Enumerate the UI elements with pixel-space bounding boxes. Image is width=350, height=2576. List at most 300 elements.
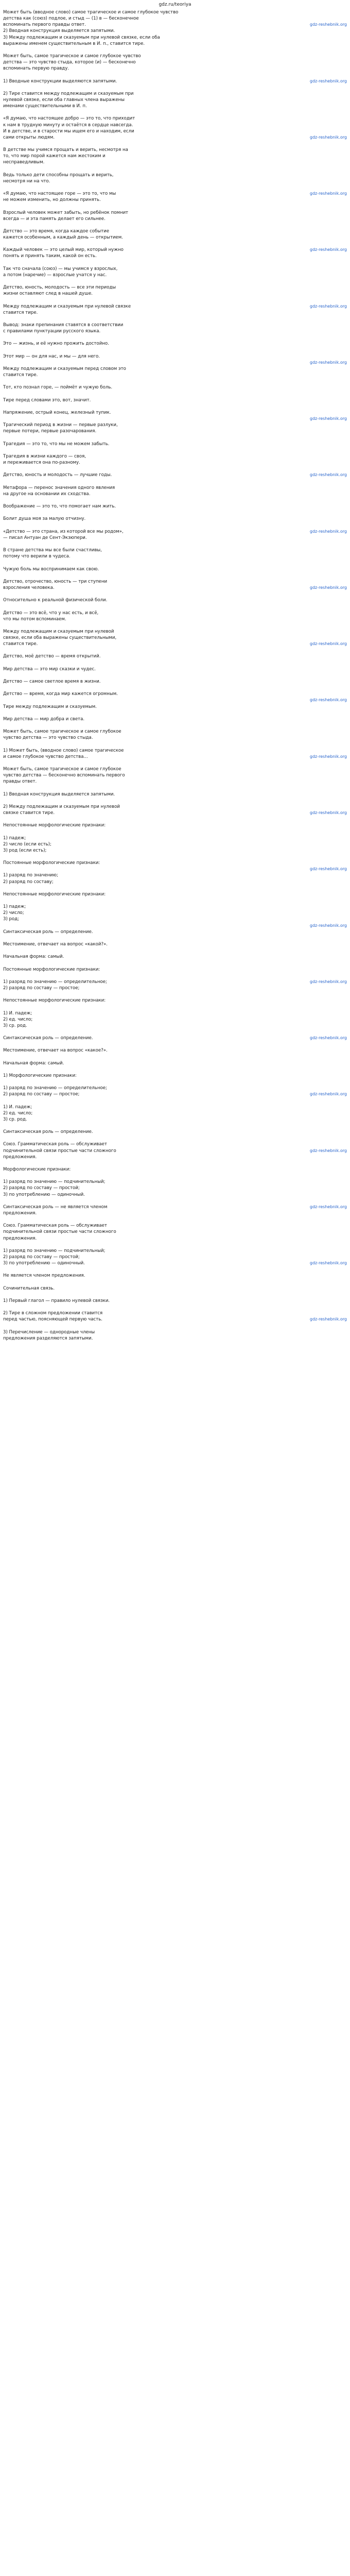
watermark[interactable]: gdz-reshebnik.org — [309, 979, 347, 984]
text-line — [3, 1166, 347, 1173]
line-text: 2) число (если есть); — [3, 841, 51, 847]
text-line — [3, 59, 347, 65]
text-line — [3, 1304, 347, 1310]
text-line — [3, 985, 347, 991]
watermark[interactable]: gdz-reshebnik.org — [309, 22, 347, 27]
text-line — [3, 460, 347, 466]
line-text: 2) число; — [3, 910, 24, 916]
text-line — [3, 728, 347, 735]
text-line — [3, 785, 347, 791]
line-text: предложения. — [3, 1235, 37, 1241]
line-text: 2) разряд по составу — простой; — [3, 1185, 80, 1191]
text-line — [3, 366, 347, 372]
line-text: Не является членом предложения. — [3, 1273, 85, 1279]
text-line — [3, 510, 347, 516]
text-line — [3, 1110, 347, 1116]
text-line — [3, 666, 347, 672]
text-line — [3, 854, 347, 860]
line-text: 2) разряд по составу — простое; — [3, 985, 80, 991]
line-text: ставится тире. — [3, 372, 38, 378]
line-text: — писал Антуан де Сент-Экзюпери. — [3, 535, 87, 540]
text-line — [3, 897, 347, 904]
text-line — [3, 384, 347, 391]
text-line — [3, 35, 347, 41]
text-line — [3, 491, 347, 497]
line-text: Местоимение, отвечает на вопрос «какое?». — [3, 1048, 108, 1054]
line-text: «Я думаю, что настоящее добро — это то, что приходит — [3, 116, 135, 122]
line-text: 2) разряд по составу — простое; — [3, 1092, 80, 1097]
text-line — [3, 716, 347, 722]
text-line — [3, 84, 347, 91]
line-text: 2) Тире в сложном предложении ставится — [3, 1311, 103, 1316]
text-line — [3, 65, 347, 72]
line-text: Детство — это всё, что у нас есть, и всё, — [3, 610, 99, 616]
line-text: Может быть (вводное слово) самое трагическое и самое глубокое чувство — [3, 10, 179, 15]
text-line — [3, 929, 347, 935]
text-line — [3, 222, 347, 228]
text-line — [3, 1091, 347, 1097]
text-line — [3, 866, 347, 872]
text-line — [3, 91, 347, 97]
line-text: Между подлежащим и сказуемым перед словом это — [3, 366, 126, 372]
text-line — [3, 572, 347, 579]
text-line — [3, 297, 347, 303]
text-line — [3, 1123, 347, 1129]
text-line — [3, 128, 347, 134]
text-line — [3, 647, 347, 653]
line-text: 2) Тире ставится между подлежащим и сказуемым при — [3, 91, 134, 96]
line-text: 2) разряд по составу — простой; — [3, 1254, 80, 1260]
text-line — [3, 341, 347, 347]
line-text: Непостоянные морфологические признаки: — [3, 998, 106, 1004]
text-line — [3, 1079, 347, 1085]
watermark[interactable]: gdz-reshebnik.org — [309, 1261, 347, 1266]
text-line — [3, 247, 347, 253]
text-line — [3, 1292, 347, 1298]
text-line — [3, 967, 347, 973]
text-line — [3, 1329, 347, 1335]
text-line — [3, 810, 347, 816]
line-text: потому что верили в чудеса. — [3, 554, 71, 560]
text-line — [3, 397, 347, 403]
text-line — [3, 1223, 347, 1229]
text-line — [3, 841, 347, 848]
text-line — [3, 1029, 347, 1035]
text-line — [3, 685, 347, 691]
text-line — [3, 1335, 347, 1342]
line-text: 1) разряд по значению — подчинительный; — [3, 1248, 106, 1253]
text-line — [3, 328, 347, 334]
text-line — [3, 1266, 347, 1273]
line-text: Может быть, самое трагическое и самое глубокое — [3, 767, 121, 772]
text-line — [3, 1085, 347, 1091]
text-line — [3, 547, 347, 553]
text-line — [3, 828, 347, 835]
line-text: Так что сначала (союз) — мы учимся у взрослых, — [3, 266, 118, 272]
line-text: Постоянные морфологические признаки: — [3, 967, 100, 972]
line-text: предложения разделяются запятыми. — [3, 1335, 93, 1341]
line-text: Детство, отрочество, юность — три ступени — [3, 579, 108, 584]
text-line — [3, 1116, 347, 1123]
text-line — [3, 591, 347, 597]
text-line — [3, 529, 347, 535]
text-line — [3, 15, 347, 22]
watermark[interactable]: gdz-reshebnik.org — [309, 529, 347, 534]
line-text: Непостоянные морфологические признаки: — [3, 823, 106, 828]
text-line — [3, 904, 347, 910]
watermark[interactable]: gdz-reshebnik.org — [309, 360, 347, 365]
text-line — [3, 585, 347, 591]
text-line — [3, 428, 347, 434]
text-line — [3, 1154, 347, 1160]
text-line — [3, 835, 347, 841]
text-line — [3, 241, 347, 247]
line-text: жизни оставляют след в нашей душе. — [3, 291, 93, 297]
line-text: вспоминать первую правду. — [3, 66, 69, 72]
text-line — [3, 691, 347, 697]
line-text: 3) род; — [3, 917, 20, 922]
text-line — [3, 710, 347, 716]
text-line — [3, 115, 347, 122]
text-line — [3, 991, 347, 997]
text-line — [3, 253, 347, 259]
text-line — [3, 203, 347, 209]
text-line — [3, 672, 347, 679]
watermark[interactable]: gdz-reshebnik.org — [309, 585, 347, 590]
text-line — [3, 1273, 347, 1279]
text-line — [3, 697, 347, 703]
text-line — [3, 322, 347, 328]
line-text: а потом (наречие) — взрослые учатся у нас. — [3, 272, 107, 278]
text-line — [3, 260, 347, 266]
line-text: Вывод: знаки препинания ставятся в соответствии — [3, 323, 124, 328]
line-text: Этот мир — он для нас, и мы — для него. — [3, 353, 100, 359]
text-line — [3, 1173, 347, 1179]
text-line — [3, 916, 347, 922]
text-line — [3, 347, 347, 353]
page-url[interactable]: gdz.ru/teoriya — [159, 2, 191, 7]
text-line — [3, 1242, 347, 1248]
line-text: 3) Перечисление — однородные члены — [3, 1329, 95, 1335]
line-text: и самое глубокое чувство детства... — [3, 754, 88, 759]
line-text: Синтаксическая роль — определение. — [3, 1129, 93, 1135]
text-line — [3, 234, 347, 241]
watermark[interactable]: gdz-reshebnik.org — [309, 754, 347, 759]
text-line — [3, 629, 347, 635]
text-line — [3, 97, 347, 103]
text-line — [3, 1129, 347, 1135]
text-line — [3, 109, 347, 115]
watermark[interactable]: gdz-reshebnik.org — [309, 923, 347, 928]
text-line — [3, 760, 347, 766]
watermark[interactable]: gdz-reshebnik.org — [309, 1317, 347, 1322]
text-line — [3, 453, 347, 460]
line-text: Взрослый человек может забыть, но ребёнок помнит — [3, 210, 129, 215]
text-line — [3, 441, 347, 447]
watermark[interactable]: gdz-reshebnik.org — [309, 641, 347, 647]
line-text: правды ответ. — [3, 779, 37, 785]
text-line — [3, 9, 347, 15]
watermark[interactable]: gdz-reshebnik.org — [309, 191, 347, 196]
line-text: ставится тире. — [3, 310, 38, 315]
text-line — [3, 947, 347, 954]
line-text: на другое на основании их сходства. — [3, 491, 91, 497]
line-text: Трагедия в жизни каждого — своя, — [3, 453, 86, 459]
line-text: Может быть, самое трагическое и самое глубокое — [3, 729, 121, 735]
text-line — [3, 153, 347, 159]
text-line — [3, 1041, 347, 1047]
text-line — [3, 1298, 347, 1304]
text-line — [3, 360, 347, 366]
line-text: Мир детства — мир добра и света. — [3, 716, 85, 722]
text-line — [3, 791, 347, 798]
line-text: Детство, юность и молодость — лучшие годы. — [3, 472, 112, 478]
line-text: ставится тире. — [3, 641, 38, 647]
text-line — [3, 1073, 347, 1079]
text-line — [3, 1229, 347, 1235]
line-text: не можем изменить, но должны принять. — [3, 197, 101, 203]
line-text: Синтаксическая роль — определение. — [3, 1036, 93, 1041]
text-line — [3, 997, 347, 1004]
text-line — [3, 1010, 347, 1016]
line-text: Между подлежащим и сказуемым при нулевой связке — [3, 303, 131, 309]
text-line — [3, 822, 347, 828]
line-text: понять и принять таким, какой он есть. — [3, 253, 97, 259]
watermark[interactable]: gdz-reshebnik.org — [309, 867, 347, 872]
text-line — [3, 973, 347, 979]
text-line — [3, 1060, 347, 1066]
text-line — [3, 885, 347, 891]
text-line — [3, 1135, 347, 1141]
text-line — [3, 1004, 347, 1010]
text-line — [3, 741, 347, 747]
line-text: 3) Между подлежащим и сказуемым при нулевой связке, если оба — [3, 35, 160, 40]
text-line — [3, 303, 347, 310]
text-line — [3, 1047, 347, 1054]
text-line — [3, 610, 347, 616]
text-line — [3, 497, 347, 503]
line-text: то, что мир порой кажется нам жестоким и — [3, 154, 106, 159]
text-line — [3, 566, 347, 572]
line-text: детства — это чувство стыда, которое (и) — бесконечно — [3, 60, 136, 65]
text-line — [3, 1254, 347, 1260]
line-text: 2) Вводная конструкция выделяется запятыми. — [3, 28, 115, 34]
text-line — [3, 1016, 347, 1023]
watermark[interactable]: gdz-reshebnik.org — [309, 1148, 347, 1153]
text-line — [3, 1192, 347, 1198]
text-line — [3, 641, 347, 647]
text-line — [3, 485, 347, 491]
line-text: 2) ед. число; — [3, 1110, 33, 1116]
text-line — [3, 503, 347, 510]
text-line — [3, 122, 347, 128]
text-line — [3, 391, 347, 397]
line-text: «Я думаю, что настоящее горе — это то, что мы — [3, 191, 116, 197]
text-line — [3, 541, 347, 547]
text-line — [3, 272, 347, 278]
text-line — [3, 1260, 347, 1266]
line-text: чувство детства — бесконечно вспоминать первого — [3, 773, 125, 778]
line-text: Трагический период в жизни — первые разлуки, — [3, 422, 118, 428]
line-text: 1) разряд по значению — определительное; — [3, 979, 107, 985]
line-text: Постоянные морфологические признаки: — [3, 860, 100, 866]
text-line — [3, 735, 347, 741]
line-text: Тире перед словами это, вот, значит. — [3, 397, 91, 403]
line-text: кажется особенным, а каждый день — открытием. — [3, 235, 123, 241]
text-line — [3, 416, 347, 422]
text-line — [3, 159, 347, 165]
text-line — [3, 278, 347, 284]
line-text: Относительно к реальной физической боли. — [3, 598, 108, 603]
line-text: Тот, кто познал горе, — поймёт и чужую боль. — [3, 385, 113, 391]
line-text: Детство, моё детство — время открытий. — [3, 654, 101, 659]
text-line — [3, 184, 347, 191]
line-text: Местоимение, отвечает на вопрос «какой?». — [3, 941, 108, 947]
text-line — [3, 1204, 347, 1210]
watermark[interactable]: gdz-reshebnik.org — [309, 698, 347, 703]
line-text: к нам в трудную минуту и остаётся в сердце навсегда. — [3, 122, 133, 128]
text-line — [3, 1210, 347, 1216]
line-text: Начальная форма: самый. — [3, 954, 64, 960]
text-line — [3, 1160, 347, 1166]
watermark[interactable]: gdz-reshebnik.org — [309, 416, 347, 421]
line-text: 1) падеж; — [3, 835, 26, 841]
text-line — [3, 616, 347, 622]
text-line — [3, 422, 347, 428]
text-line — [3, 653, 347, 659]
line-text: «Детство — это страна, из которой все мы родом», — [3, 529, 124, 534]
text-line — [3, 579, 347, 585]
text-line — [3, 378, 347, 384]
line-text: 2) разряд по составу; — [3, 879, 54, 885]
text-line — [3, 47, 347, 53]
text-line — [3, 979, 347, 985]
text-line — [3, 954, 347, 960]
line-text: Синтаксическая роль — не является членом — [3, 1204, 108, 1210]
text-line — [3, 1235, 347, 1242]
text-line — [3, 1316, 347, 1323]
line-text: связке ставится тире. — [3, 810, 55, 816]
line-text: Детство — время, когда мир кажется огромным. — [3, 691, 118, 697]
line-text: чувство детства — это чувство стыда. — [3, 735, 93, 741]
text-line — [3, 798, 347, 804]
text-line — [3, 1323, 347, 1329]
line-text: 3) род (если есть); — [3, 848, 47, 853]
text-line — [3, 178, 347, 184]
text-line — [3, 53, 347, 59]
text-line — [3, 28, 347, 34]
text-line — [3, 147, 347, 153]
line-text: 1) разряд по значению; — [3, 873, 58, 878]
line-text: Союз. Грамматическая роль — обслуживает — [3, 1142, 107, 1147]
text-line — [3, 553, 347, 560]
line-text: В стране детства мы все были счастливы, — [3, 548, 102, 553]
watermark[interactable]: gdz-reshebnik.org — [309, 1092, 347, 1097]
line-text: подчинительной связи простые части сложного — [3, 1148, 116, 1154]
text-line — [3, 466, 347, 472]
text-line — [3, 228, 347, 234]
text-line — [3, 754, 347, 760]
line-text: Напряжение, острый конец, железный тупик. — [3, 410, 111, 415]
text-line — [3, 941, 347, 947]
watermark[interactable]: gdz-reshebnik.org — [309, 247, 347, 252]
line-text: Мир детства — это мир сказки и чудес. — [3, 666, 96, 672]
text-line — [3, 1248, 347, 1254]
watermark[interactable]: gdz-reshebnik.org — [309, 134, 347, 140]
text-line — [3, 134, 347, 141]
text-line — [3, 353, 347, 360]
line-text: вспоминать первого правды ответ. — [3, 22, 86, 28]
line-text: 1) падеж; — [3, 904, 26, 910]
text-line — [3, 1141, 347, 1147]
text-line — [3, 535, 347, 541]
line-text: Непостоянные морфологические признаки: — [3, 891, 106, 897]
line-text: выражены именем существительным в И. п., ставится тире. — [3, 41, 145, 46]
text-line — [3, 1023, 347, 1029]
text-line — [3, 210, 347, 216]
line-text: связке, если оба выражены существительными, — [3, 635, 117, 641]
text-line — [3, 772, 347, 778]
text-line — [3, 679, 347, 685]
text-line — [3, 472, 347, 478]
watermark[interactable]: gdz-reshebnik.org — [309, 472, 347, 478]
text-line — [3, 597, 347, 603]
text-line — [3, 141, 347, 147]
text-line — [3, 78, 347, 84]
document-text — [3, 9, 347, 1342]
text-line — [3, 766, 347, 772]
text-line — [3, 960, 347, 966]
text-line — [3, 22, 347, 28]
text-line — [3, 403, 347, 410]
line-text: и переживается она по-разному. — [3, 460, 80, 466]
line-text: Детство, юность, молодость — все эти периоды — [3, 285, 116, 291]
watermark[interactable]: gdz-reshebnik.org — [309, 303, 347, 309]
text-line — [3, 1148, 347, 1154]
text-line — [3, 1279, 347, 1285]
line-text: Начальная форма: самый. — [3, 1060, 64, 1066]
text-line — [3, 166, 347, 172]
text-line — [3, 872, 347, 878]
line-text: Тире между подлежащим и сказуемым. — [3, 704, 97, 709]
line-text: 2) Между подлежащим и сказуемым при нулевой — [3, 804, 120, 809]
line-text: Ведь только дети способны прощать и верить, — [3, 172, 114, 178]
line-text: 1) Морфологические признаки: — [3, 1073, 77, 1078]
text-line — [3, 316, 347, 322]
text-line — [3, 1198, 347, 1204]
text-line — [3, 704, 347, 710]
line-text: с правилами пунктуации русского языка. — [3, 329, 101, 334]
text-line — [3, 266, 347, 272]
watermark[interactable]: gdz-reshebnik.org — [309, 1204, 347, 1209]
text-line — [3, 72, 347, 78]
text-line — [3, 41, 347, 47]
text-line — [3, 1216, 347, 1223]
line-text: взросления человека. — [3, 585, 55, 590]
line-text: несправедливым. — [3, 160, 45, 165]
line-text: 3) по употреблению — одиночный. — [3, 1261, 85, 1266]
text-line — [3, 635, 347, 641]
line-text: Сочинительная связь. — [3, 1285, 55, 1291]
watermark[interactable]: gdz-reshebnik.org — [309, 810, 347, 815]
watermark[interactable]: gdz-reshebnik.org — [309, 1036, 347, 1041]
line-text: 1) Первый глагол — правило нулевой связки. — [3, 1298, 110, 1303]
text-line — [3, 1035, 347, 1041]
text-line — [3, 291, 347, 297]
watermark[interactable]: gdz-reshebnik.org — [309, 78, 347, 83]
line-text: 1) Вводная конструкция выделяется запятыми. — [3, 791, 115, 797]
line-text: Метафора — перенос значения одного явления — [3, 485, 115, 490]
